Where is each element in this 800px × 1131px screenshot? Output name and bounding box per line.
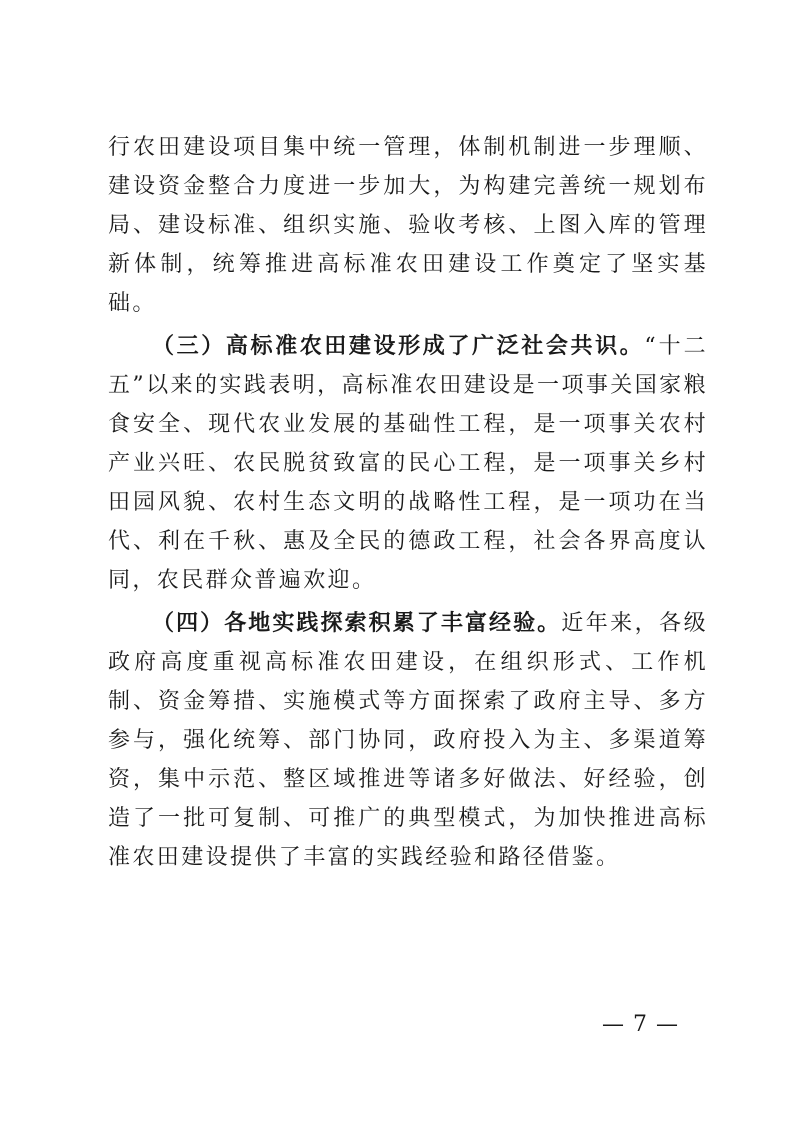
paragraph-local-experience xyxy=(108,604,708,877)
paragraph-text: 近年来，各级政府高度重视高标准农田建设，在组织形式、工作机制、资金筹措、实施模式等方面探索了政府主导、多方参与，强化统筹、部门协同，政府投入为主、多渠道筹资，集中示范、整区域推进等诸多好做法、好经验，创造了一批可复制、可推广的典型模式，为加快推进高标准农田建设提供了丰富的实践经验和路径借鉴。 xyxy=(108,611,708,870)
paragraph-text: 行农田建设项目集中统一管理，体制机制进一步理顺、建设资金整合力度进一步加大，为构建完善统一规划布局、建设标准、组织实施、验收考核、上图入库的管理新体制，统筹推进高标准农田建设工作奠定了坚实基础。 xyxy=(108,135,708,316)
page-number: — 7 — xyxy=(602,1012,679,1037)
section-heading-three: （三）高标准农田建设形成了广泛社会共识。 xyxy=(152,333,645,359)
paragraph-continuation xyxy=(108,128,708,323)
body-text xyxy=(108,128,708,881)
section-heading-four: （四）各地实践探索积累了丰富经验。 xyxy=(152,610,562,636)
paragraph-text: “十二五”以来的实践表明，高标准农田建设是一项事关国家粮食安全、现代农业发展的基础性工程，是一项事关农村产业兴旺、农民脱贫致富的民心工程，是一项事关乡村田园风貌、农村生态文明的战略性工程，是一项功在当代、利在千秋、惠及全民的德政工程，社会各界高度认同，农民群众普遍欢迎。 xyxy=(108,334,708,593)
paragraph-social-consensus xyxy=(108,327,708,600)
